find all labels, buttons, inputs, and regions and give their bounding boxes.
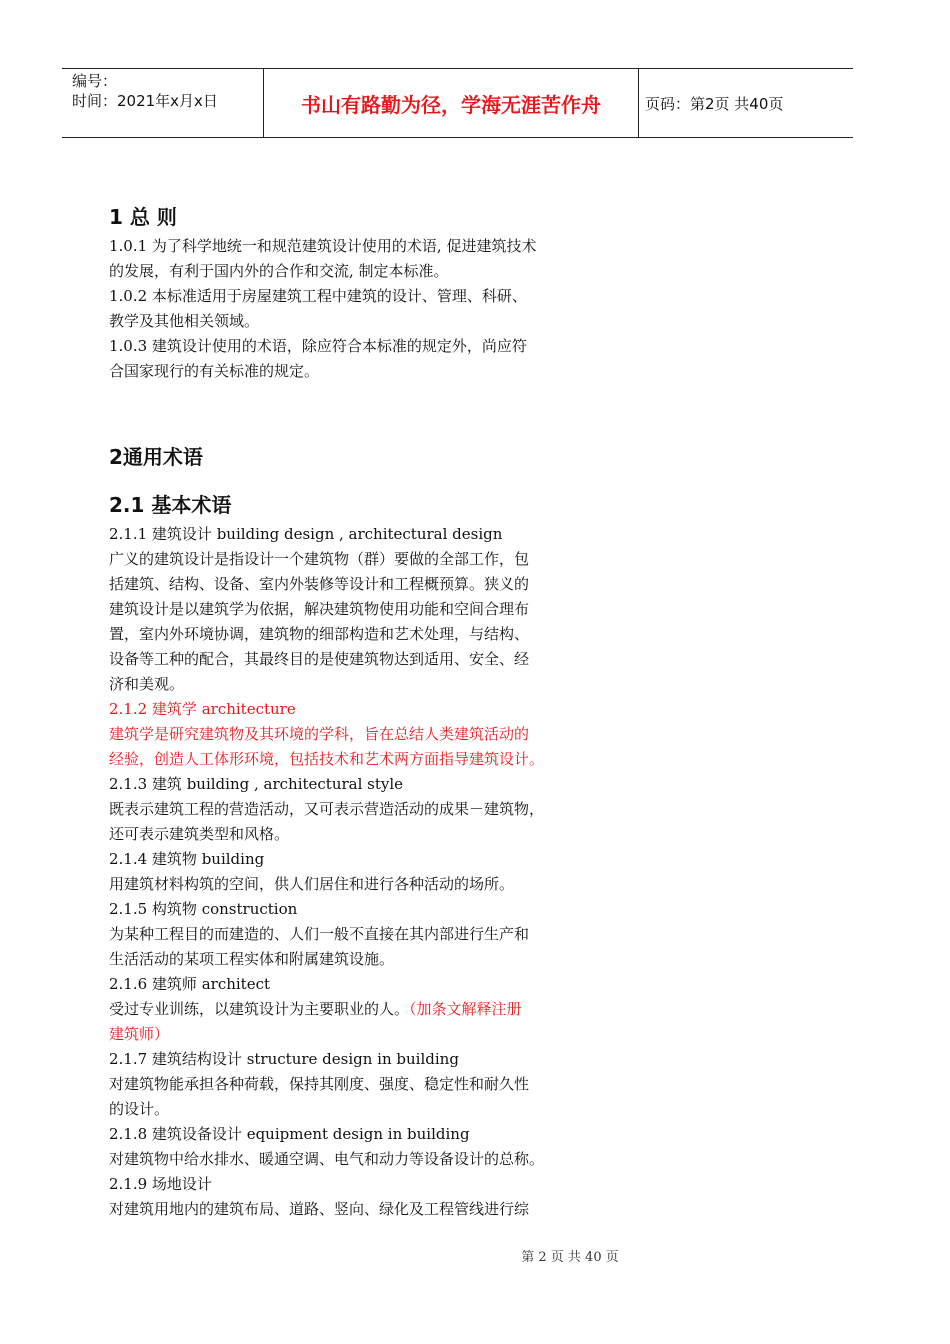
- term-2-1-7-desc: 的设计。: [109, 1100, 170, 1118]
- clause-1-0-2-cont: 教学及其他相关领域。: [109, 312, 260, 330]
- term-2-1-5-desc: 生活活动的某项工程实体和附属建筑设施。: [109, 950, 395, 968]
- term-2-1-2-desc: 建筑学是研究建筑物及其环境的学科，旨在总结人类建筑活动的: [109, 725, 530, 743]
- page-footer: 第 2 页 共 40 页: [521, 1250, 619, 1265]
- term-2-1-6-desc: [109, 997, 599, 1022]
- term-2-1-3-desc: 还可表示建筑类型和风格。: [109, 825, 290, 843]
- term-2-1-1: 2.1.1 建筑设计 building design , architectural design: [109, 525, 503, 543]
- section-2-title: 2通用术语: [109, 445, 203, 469]
- term-2-1-1-desc: 设备等工种的配合，其最终目的是使建筑物达到适用、安全、经: [109, 650, 530, 668]
- term-2-1-4: 2.1.4 建筑物 building: [109, 850, 265, 868]
- editor-note-cont: 建筑师）: [109, 1025, 170, 1043]
- clause-1-0-3: 1.0.3 建筑设计使用的术语，除应符合本标准的规定外，尚应符: [109, 337, 527, 355]
- time-label: 时间：2021年x月x日: [72, 92, 218, 110]
- clause-1-0-1-cont: 的发展，有利于国内外的合作和交流, 制定本标准。: [109, 262, 449, 280]
- term-2-1-3: 2.1.3 建筑 building , architectural style: [109, 775, 404, 793]
- term-2-1-2: 2.1.2 建筑学 architecture: [109, 700, 296, 718]
- spacer: [109, 474, 599, 488]
- term-2-1-6: 2.1.6 建筑师 architect: [109, 975, 271, 993]
- clause-1-0-3-cont: 合国家现行的有关标准的规定。: [109, 362, 320, 380]
- term-2-1-2-desc: 经验，创造人工体形环境，包括技术和艺术两方面指导建筑设计。: [109, 750, 545, 768]
- term-2-1-9: 2.1.9 场地设计: [109, 1175, 212, 1193]
- term-2-1-9-desc: 对建筑用地内的建筑布局、道路、竖向、绿化及工程管线进行综: [109, 1200, 530, 1218]
- term-2-1-1-desc: 括建筑、结构、设备、室内外装修等设计和工程概预算。狭义的: [109, 575, 530, 593]
- term-2-1-1-desc: 建筑设计是以建筑学为依据，解决建筑物使用功能和空间合理布: [109, 600, 530, 618]
- clause-1-0-1: 1.0.1 为了科学地统一和规范建筑设计使用的术语, 促进建筑技术: [109, 237, 537, 255]
- document-body: [109, 200, 599, 1222]
- term-2-1-5-desc: 为某种工程目的而建造的、人们一般不直接在其内部进行生产和: [109, 925, 530, 943]
- spacer: [109, 384, 599, 440]
- term-2-1-1-desc: 广义的建筑设计是指设计一个建筑物（群）要做的全部工作，包: [109, 550, 530, 568]
- page-header: [62, 68, 853, 138]
- clause-1-0-2: 1.0.2 本标准适用于房屋建筑工程中建筑的设计、管理、科研、: [109, 287, 527, 305]
- term-2-1-8-desc: 对建筑物中给水排水、暖通空调、电气和动力等设备设计的总称。: [109, 1150, 545, 1168]
- section-2-1-title: 2.1 基本术语: [109, 493, 232, 517]
- header-motto: 书山有路勤为径，学海无涯苦作舟: [263, 69, 639, 137]
- term-2-1-7: 2.1.7 建筑结构设计 structure design in building: [109, 1050, 459, 1068]
- term-2-1-6-text: 受过专业训练，以建筑设计为主要职业的人。: [109, 1000, 410, 1018]
- term-2-1-1-desc: 置，室内外环境协调，建筑物的细部构造和艺术处理，与结构、: [109, 625, 530, 643]
- term-2-1-4-desc: 用建筑材料构筑的空间，供人们居住和进行各种活动的场所。: [109, 875, 515, 893]
- number-label: 编号：: [72, 72, 118, 90]
- section-1-title: 1 总 则: [109, 205, 177, 229]
- header-meta: [62, 69, 263, 137]
- term-2-1-1-desc: 济和美观。: [109, 675, 185, 693]
- term-2-1-8: 2.1.8 建筑设备设计 equipment design in building: [109, 1125, 470, 1143]
- editor-note: （加条文解释注册: [409, 1000, 522, 1018]
- term-2-1-5: 2.1.5 构筑物 construction: [109, 900, 298, 918]
- term-2-1-7-desc: 对建筑物能承担各种荷载，保持其刚度、强度、稳定性和耐久性: [109, 1075, 530, 1093]
- header-page-number: 页码：第2页 共40页: [645, 94, 784, 113]
- term-2-1-3-desc: 既表示建筑工程的营造活动，又可表示营造活动的成果－建筑物，: [109, 800, 545, 818]
